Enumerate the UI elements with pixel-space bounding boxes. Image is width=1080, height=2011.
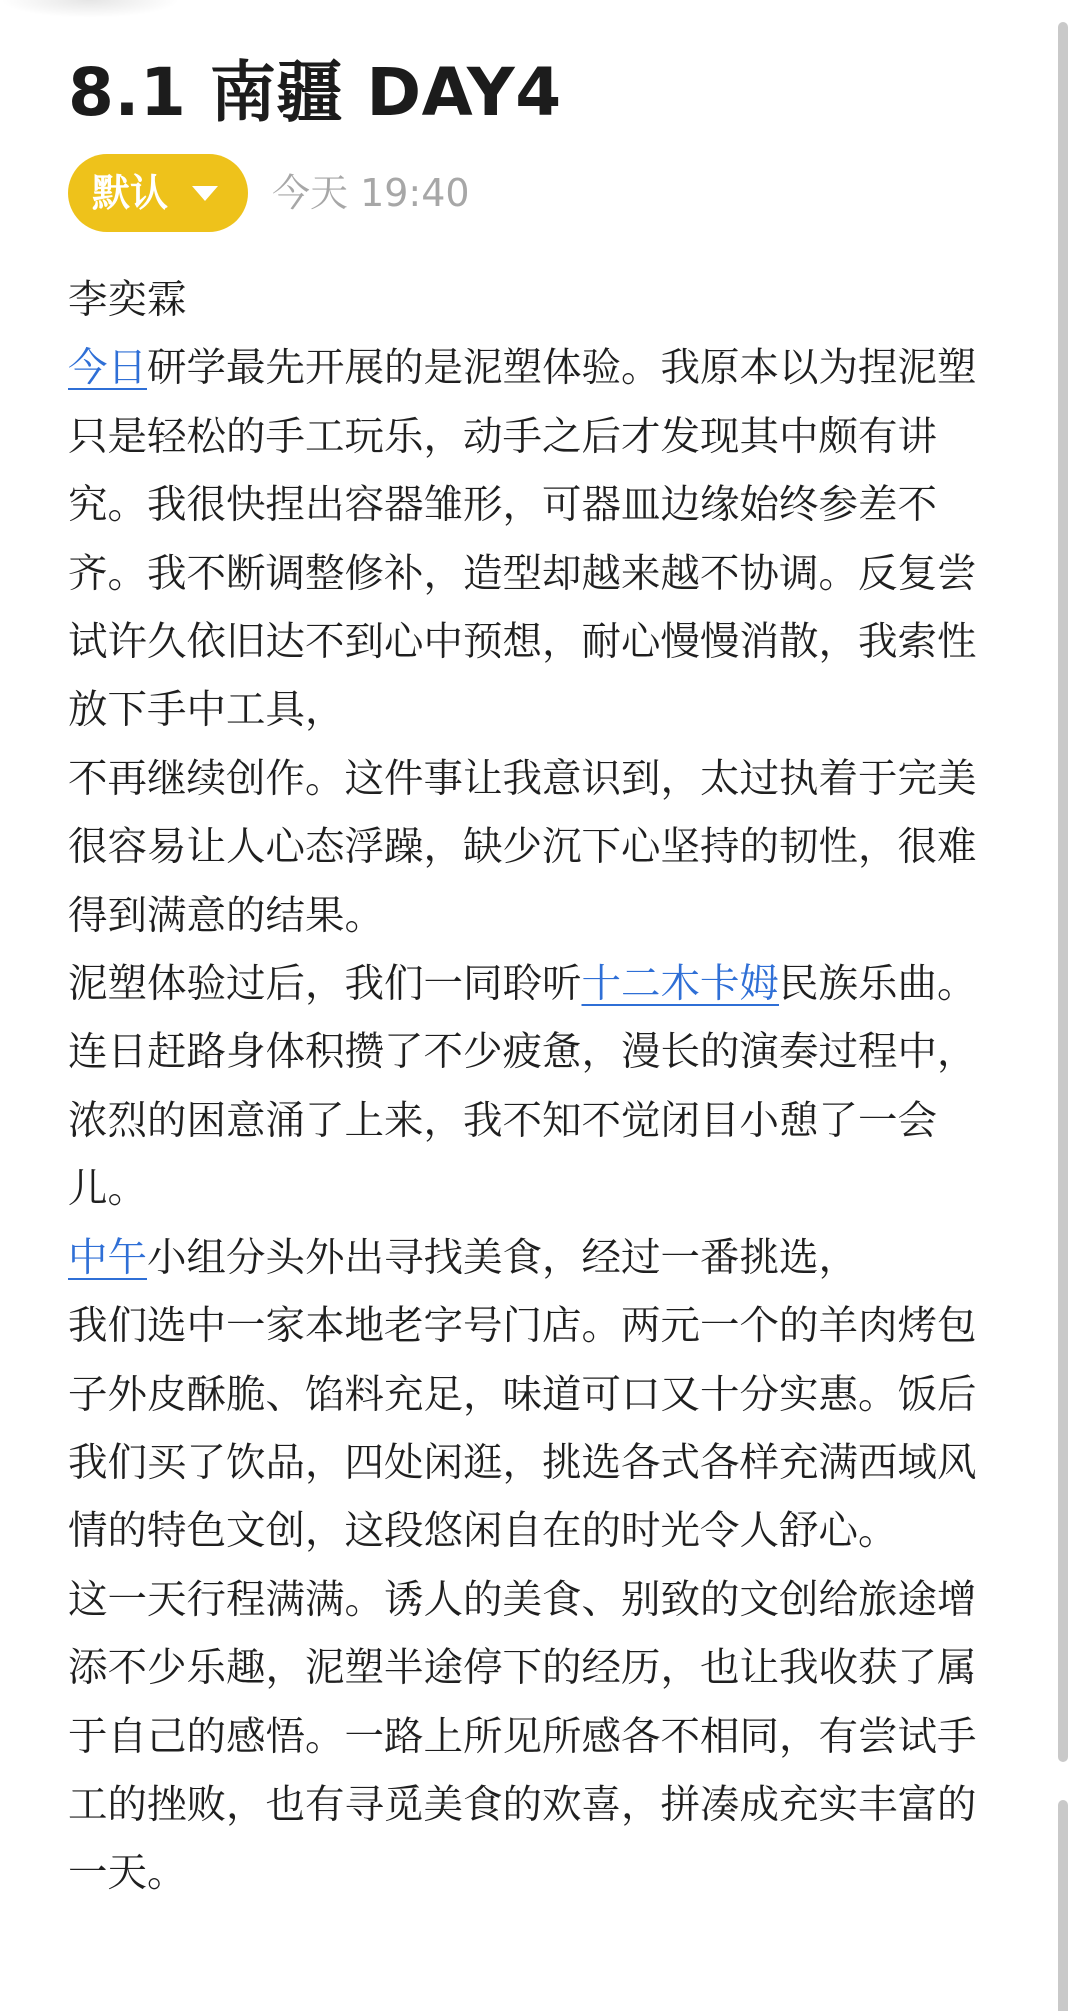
paragraph-lunch-text: 小组分头外出寻找美食，经过一番挑选， 我们选中一家本地老字号门店。两元一个的羊肉烤包子外皮酥脆、馅料充足，味道可口又十分实惠。饭后我们买了饮品，四处闲逛，挑选各式各样充满西域风情的特色文创，这段悠闲自在的时光令人舒心。 <box>68 1234 977 1555</box>
note-title[interactable]: 8.1 南疆 DAY4 <box>68 54 562 131</box>
timestamp: 今天 19:40 <box>272 171 470 215</box>
category-dropdown-button[interactable] <box>68 154 248 232</box>
chevron-down-icon <box>192 186 218 201</box>
paragraph-summary: 这一天行程满满。诱人的美食、别致的文创给旅途增添不少乐趣，泥塑半途停下的经历，也让我收获了属于自己的感悟。一路上所见所感各不相同，有尝试手工的挫败，也有寻觅美食的欢喜，拼凑成充实丰富的一天。 <box>68 1576 977 1897</box>
category-label: 默认 <box>92 171 169 215</box>
note-meta-row <box>68 154 470 232</box>
paragraph-clay-sculpture-text: 研学最先开展的是泥塑体验。我原本以为捏泥塑只是轻松的手工玩乐，动手之后才发现其中颇有讲究。我很快捏出容器雏形，可器皿边缘始终参差不齐。我不断调整修补，造型却越来越不协调。反复尝试许久依旧达不到心中预想，耐心慢慢消散，我索性放下手中工具， 不再继续创作。这件事让我意识到，太过执着于完美很容易让人心态浮躁，缺少沉下心坚持的韧性，很难得到满意的结果。 <box>68 345 977 939</box>
scrollbar-thumb[interactable] <box>1058 22 1068 1762</box>
author-line: 李奕霖 <box>68 277 187 323</box>
note-body[interactable] <box>68 266 988 1908</box>
paragraph-muqam-before: 泥塑体验过后，我们一同聆听 <box>68 961 582 1008</box>
link-noon[interactable]: 中午 <box>68 1234 147 1281</box>
link-twelve-muqam[interactable]: 十二木卡姆 <box>581 961 779 1008</box>
scrollbar-thumb-lower[interactable] <box>1058 1800 1068 2011</box>
paragraph-lunch <box>68 1224 988 1566</box>
paragraph-muqam-music <box>68 950 988 1224</box>
link-today[interactable]: 今日 <box>68 345 147 392</box>
scrollbar[interactable] <box>1058 0 1068 2011</box>
top-shadow <box>0 0 180 18</box>
paragraph-clay-sculpture <box>68 334 988 950</box>
paragraph-muqam-after: 民族乐曲。连日赶路身体积攒了不少疲惫，漫长的演奏过程中，浓烈的困意涌了上来，我不知不觉闭目小憩了一会儿。 <box>68 961 977 1213</box>
